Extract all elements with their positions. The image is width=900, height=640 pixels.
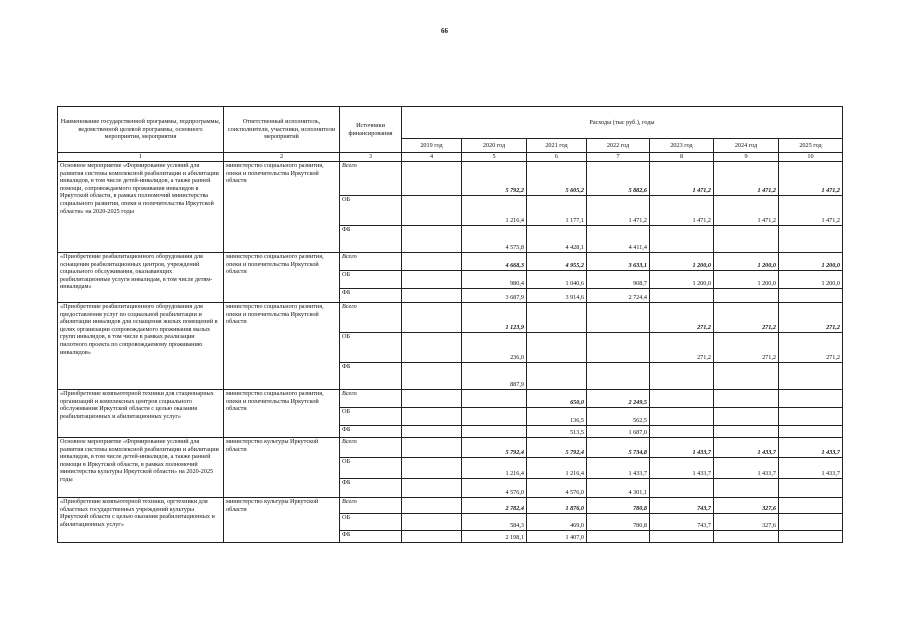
expense-value: 1 123,9 [462,303,527,333]
expense-value [402,253,462,271]
expense-value [587,363,650,390]
expense-value: 980,4 [462,271,527,289]
expense-value [587,531,650,543]
executor: министерство социального развития, опеки и попечительства Иркутской области [224,162,340,253]
expense-value: 271,2 [714,303,779,333]
expense-value: 327,6 [714,498,779,514]
expense-value: 1 433,7 [650,458,714,479]
measure-name: «Приобретение компьютерной техники, оргтехники для областных государственных учреждений культуры Иркутской области с целью оказания реабилитационных и абилитационных услуг» [58,498,224,543]
expense-value: 584,3 [462,514,527,531]
funding-source: ОБ [340,408,402,426]
funding-source: ОБ [340,333,402,363]
expense-value [402,226,462,253]
expense-value [462,390,527,408]
budget-table [57,106,843,543]
funding-source: ОБ [340,458,402,479]
expense-value: 2 724,4 [587,289,650,303]
expense-value [527,363,587,390]
expense-value [402,458,462,479]
expense-value [402,271,462,289]
expense-value: 1 471,2 [779,162,843,196]
column-number: 4 [402,153,462,162]
expense-value [402,479,462,498]
expense-value [714,390,779,408]
expense-value: 1 216,4 [462,458,527,479]
expense-value [402,363,462,390]
expense-value: 271,2 [650,303,714,333]
expense-value [402,289,462,303]
expense-value: 908,7 [587,271,650,289]
expense-value: 1 433,7 [714,438,779,458]
expense-value: 469,0 [527,514,587,531]
expense-value [462,426,527,438]
expense-value: 5 734,8 [587,438,650,458]
expense-value [527,333,587,363]
expense-value: 3 633,1 [587,253,650,271]
expense-value [779,479,843,498]
funding-source: ОБ [340,271,402,289]
header-year: 2021 год [527,139,587,153]
expense-value [779,226,843,253]
header-executor: Ответственный исполнитель, соисполнители, участники, исполнители мероприятий [224,107,340,153]
expense-value: 271,2 [779,333,843,363]
measure-name: Основное мероприятие «Формирование условий для развития системы комплексной реабилитации и абилитации инвалидов, в том числе детей-инвалидов, а также ранней помощи в Иркутской области, в рамках полномочий министерства культуры Иркутской области» на 2020-2025 годы [58,438,224,498]
expense-value: 1 200,0 [650,271,714,289]
expense-value [714,289,779,303]
column-number: 10 [779,153,843,162]
header-source: Источники финансирования [340,107,402,153]
expense-value: 1 471,2 [779,196,843,226]
expense-value: 4 576,0 [462,479,527,498]
expense-value [779,531,843,543]
expense-value: 1 200,0 [650,253,714,271]
expense-value [714,363,779,390]
expense-value: 5 882,6 [587,162,650,196]
expense-value [587,303,650,333]
funding-source: ФБ [340,479,402,498]
expense-value: 562,5 [587,408,650,426]
expense-value [650,226,714,253]
expense-value: 4 411,4 [587,226,650,253]
expense-value [402,162,462,196]
expense-value: 780,8 [587,514,650,531]
expense-value [779,426,843,438]
expense-value: 1 040,6 [527,271,587,289]
column-number: 2 [224,153,340,162]
table-row [58,390,843,408]
expense-value [714,479,779,498]
page-number: 66 [441,27,448,35]
expense-value: 1 876,0 [527,498,587,514]
expense-value [714,531,779,543]
funding-source: ФБ [340,426,402,438]
expense-value: 1 433,7 [650,438,714,458]
expense-value: 5 605,2 [527,162,587,196]
expense-value: 1 471,2 [714,196,779,226]
expense-value: 2 782,4 [462,498,527,514]
header-expenses: Расходы (тыс руб.), годы [402,107,843,139]
expense-value: 2 198,1 [462,531,527,543]
expense-value: 271,2 [714,333,779,363]
executor: министерство культуры Иркутской области [224,498,340,543]
expense-value: 4 575,8 [462,226,527,253]
expense-value [402,390,462,408]
expense-value: 1 433,7 [714,458,779,479]
expense-value [650,408,714,426]
executor: министерство социального развития, опеки и попечительства Иркутской области [224,253,340,303]
header-year: 2022 год [587,139,650,153]
expense-value [650,363,714,390]
expense-value: 1 177,1 [527,196,587,226]
table-row [58,162,843,196]
expense-value [462,408,527,426]
expense-value [779,408,843,426]
table-row [58,498,843,514]
funding-source: ФБ [340,531,402,543]
expense-value: 650,0 [527,390,587,408]
expense-value: 4 428,1 [527,226,587,253]
executor: министерство социального развития, опеки и попечительства Иркутской области [224,303,340,390]
executor: министерство культуры Иркутской области [224,438,340,498]
header-year: 2024 год [714,139,779,153]
executor: министерство социального развития, опеки и попечительства Иркутской области [224,390,340,438]
expense-value [402,531,462,543]
column-number: 8 [650,153,714,162]
expense-value [779,498,843,514]
column-number: 1 [58,153,224,162]
funding-source: Всего [340,438,402,458]
expense-value: 4 301,1 [587,479,650,498]
expense-value: 4 576,0 [527,479,587,498]
expense-value: 4 955,2 [527,253,587,271]
expense-value: 1 471,2 [714,162,779,196]
expense-value: 2 249,5 [587,390,650,408]
funding-source: ОБ [340,196,402,226]
funding-source: Всего [340,162,402,196]
expense-value: 4 668,3 [462,253,527,271]
column-number: 9 [714,153,779,162]
expense-value: 236,0 [462,333,527,363]
expense-value: 1 433,7 [587,458,650,479]
header-name: Наименование государственной программы, подпрограммы, ведомственной целевой программы, основного мероприятия, мероприятия [58,107,224,153]
expense-value: 327,6 [714,514,779,531]
expense-value [779,390,843,408]
expense-value: 1 433,7 [779,438,843,458]
expense-value: 1 216,4 [527,458,587,479]
expense-value [402,498,462,514]
expense-value: 1 471,2 [650,162,714,196]
expense-value: 5 792,4 [527,438,587,458]
expense-value [714,226,779,253]
expense-value: 5 792,2 [462,162,527,196]
funding-source: ФБ [340,289,402,303]
measure-name: «Приобретение компьютерной техники для стационарных организаций и комплексных центров социального обслуживания Иркутской области с целью оказания реабилитационных и абилитационных услуг» [58,390,224,438]
expense-value [650,426,714,438]
measure-name: Основное мероприятие «Формирование условий для развития системы комплексной реабилитации и абилитации инвалидов, в том числе детей-инвалидов, а также ранней помощи, сопровождаемого проживания инвалидов в Иркутской области, в рамках полномочий министерства социального развития, опеки и попечительства Иркутской области» на 2020-2025 годы [58,162,224,253]
expense-value: 1 687,0 [587,426,650,438]
expense-value [402,514,462,531]
expense-value: 5 792,4 [462,438,527,458]
table-row [58,253,843,271]
header-year: 2020 год [462,139,527,153]
expense-value: 271,2 [779,303,843,333]
header-year: 2023 год [650,139,714,153]
expense-value [402,196,462,226]
funding-source: ОБ [340,514,402,531]
expense-value: 1 200,0 [779,253,843,271]
header-year: 2019 год [402,139,462,153]
expense-value: 1 471,2 [650,196,714,226]
expense-value: 1 200,0 [779,271,843,289]
expense-value [714,408,779,426]
funding-source: Всего [340,498,402,514]
expense-value [779,514,843,531]
funding-source: ФБ [340,363,402,390]
expense-value: 780,8 [587,498,650,514]
expense-value: 3 687,9 [462,289,527,303]
measure-name: «Приобретение реабилитационного оборудования для оснащения реабилитационных центров, учреждений социального обслуживания, оказывающих реабилитационные услуги инвалидам, в том числе детям-инвалидам» [58,253,224,303]
expense-value: 3 914,6 [527,289,587,303]
expense-value [402,408,462,426]
expense-value: 743,7 [650,514,714,531]
column-number: 3 [340,153,402,162]
header-year: 2025 год [779,139,843,153]
expense-value: 1 200,0 [714,253,779,271]
column-number: 5 [462,153,527,162]
expense-value: 887,9 [462,363,527,390]
expense-value: 1 433,7 [779,458,843,479]
expense-value: 136,5 [527,408,587,426]
table-row [58,303,843,333]
table-row [58,438,843,458]
expense-value: 271,2 [650,333,714,363]
expense-value [650,531,714,543]
expense-value [402,438,462,458]
expense-value [402,333,462,363]
expense-value: 1 407,0 [527,531,587,543]
funding-source: Всего [340,303,402,333]
funding-source: ФБ [340,226,402,253]
column-number: 7 [587,153,650,162]
expense-value [402,426,462,438]
expense-value [714,426,779,438]
expense-value: 513,5 [527,426,587,438]
expense-value [527,303,587,333]
expense-value [650,289,714,303]
expense-value: 1 216,4 [462,196,527,226]
expense-value [779,363,843,390]
funding-source: Всего [340,390,402,408]
expense-value [402,303,462,333]
expense-value: 1 200,0 [714,271,779,289]
expense-value: 743,7 [650,498,714,514]
expense-value [650,390,714,408]
measure-name: «Приобретение реабилитационного оборудования для предоставления услуг по социальной реабилитации и абилитации инвалидов для оснащения жилых помещений в целях организации сопровождаемого проживания малых групп инвалидов, в том числе в рамках реализации пилотного проекта по сопровождаемому проживанию инвалидов» [58,303,224,390]
expense-value [779,289,843,303]
expense-value [587,333,650,363]
expense-value: 1 471,2 [587,196,650,226]
column-number: 6 [527,153,587,162]
expense-value [650,479,714,498]
funding-source: Всего [340,253,402,271]
